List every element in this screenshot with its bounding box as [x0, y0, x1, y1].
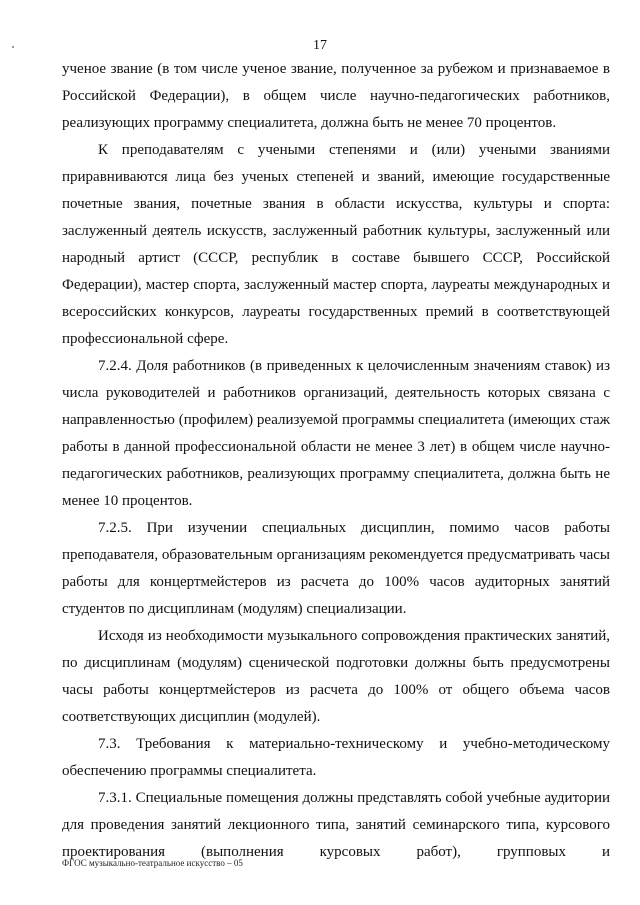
paragraph-equivalence: К преподавателям с учеными степенями и (или) учеными званиями приравниваются лица без ученых степеней и званий, имеющие государственные почетные звания, почетные звания в области искусства, культуры и спорта: заслуженный деятель искусств, заслуженный работник культуры, заслуженный или народный артист (СССР, республик в составе бывшего СССР, Российской Федерации), мастер спорта, заслуженный мастер спорта, лауреаты международных и всероссийских конкурсов, лауреаты государственных премий в соответствующей профессиональной сфере.: [62, 142, 610, 347]
paragraph-7-2-5: 7.2.5. При изучении специальных дисциплин, помимо часов работы преподавателя, образовательным организациям рекомендуется предусматривать часы работы для концертмейстеров из расчета до 100% часов аудиторных занятий студентов по дисциплинам (модулям) специализации.: [62, 520, 610, 617]
paragraph-7-3: 7.3. Требования к материально-техническому и учебно-методическому обеспечению программы специалитета.: [62, 736, 610, 779]
footer-note: ФГОС музыкально-театральное искусство – 05: [62, 858, 243, 868]
page-number: 17: [313, 38, 327, 53]
paragraph-continuation: ученое звание (в том числе ученое звание, полученное за рубежом и признаваемое в Российской Федерации), в общем числе научно-педагогических работников, реализующих программу специалитета, должна быть не менее 70 процентов.: [62, 61, 610, 131]
paragraph-7-2-4: 7.2.4. Доля работников (в приведенных к целочисленным значениям ставок) из числа руководителей и работников организаций, деятельность которых связана с направленностью (профилем) реализуемой программы специалитета (имеющих стаж работы в данной профессиональной области не менее 3 лет) в общем числе научно-педагогических работников, реализующих программу специалитета, должна быть не менее 10 процентов.: [62, 358, 610, 509]
document-body: [62, 56, 610, 866]
paragraph-accompaniment: Исходя из необходимости музыкального сопровождения практических занятий, по дисциплинам (модулям) сценической подготовки должны быть предусмотрены часы работы концертмейстеров из расчета до 100% от общего объема часов соответствующих дисциплин (модулей).: [62, 628, 610, 725]
paragraph-7-3-1: 7.3.1. Специальные помещения должны представлять собой учебные аудитории для проведения занятий лекционного типа, занятий семинарского типа, курсового проектирования (выполнения курсовых работ), групповых и: [62, 790, 610, 860]
